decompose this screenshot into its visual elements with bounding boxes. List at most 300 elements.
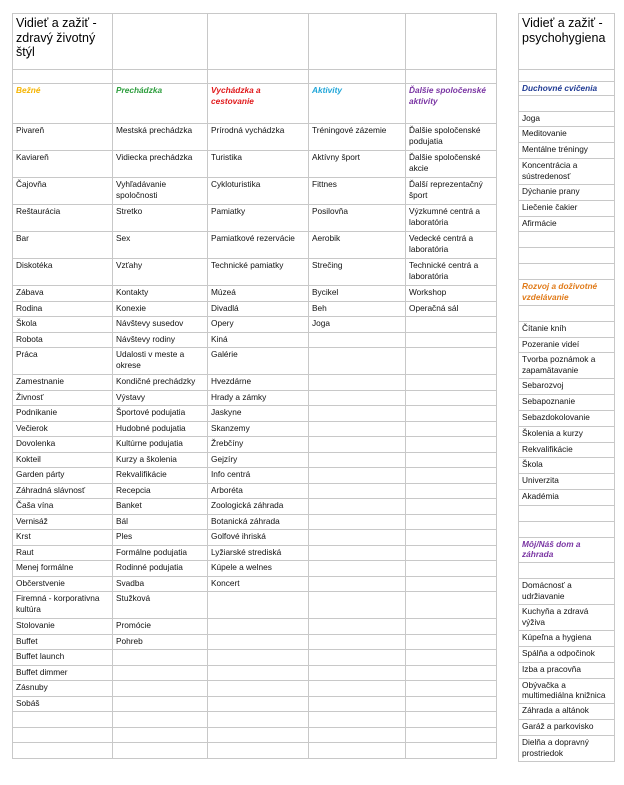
table-cell [406,317,497,333]
table-cell [309,390,406,406]
table-cell [309,483,406,499]
table-cell: Stužková [113,592,208,619]
table-cell: Zásnuby [13,681,113,697]
table-row [519,490,615,506]
table-cell: Dielňa a dopravný prostriedok [519,736,615,762]
table-cell [309,634,406,650]
table-cell: Technické centrá a laboratória [406,259,497,286]
empty-cell [13,70,113,84]
table-row [13,514,497,530]
table-row [519,720,615,736]
table-cell [208,634,309,650]
table-cell: Vzťahy [113,259,208,286]
table-row [13,259,497,286]
table-cell: Ples [113,530,208,546]
table-cell [309,561,406,577]
table-cell: Výstavy [113,390,208,406]
spacer-row [13,70,497,84]
table-cell: Mestská prechádzka [113,124,208,151]
table-cell: Fittnes [309,178,406,205]
table-row [519,353,615,379]
table-row [519,579,615,605]
table-row [13,452,497,468]
table-cell: Stolovanie [13,619,113,635]
table-cell [519,563,615,579]
table-row [13,545,497,561]
table-cell: Ďalší reprezentačný šport [406,178,497,205]
table-row [519,81,615,95]
table-row [519,426,615,442]
section-heading: Duchovné cvičenia [519,81,615,95]
section-heading: Môj/Náš dom a záhrada [519,537,615,563]
table-row [13,375,497,391]
table-cell: Výzkumné centrá a laboratória [406,205,497,232]
table-cell: Info centrá [208,468,309,484]
table-row [519,505,615,521]
table-cell: Golfové ihriská [208,530,309,546]
header-prechadzka: Prechádzka [113,84,208,124]
table-row [13,681,497,697]
table-cell: Čajovňa [13,178,113,205]
table-cell: Kiná [208,332,309,348]
table-cell [113,727,208,743]
table-cell: Beh [309,301,406,317]
table-row [519,70,615,82]
table-cell: Vyhľadávanie spoločnosti [113,178,208,205]
table-cell: Rekvalifikácie [519,442,615,458]
table-cell: Čítanie kníh [519,321,615,337]
table-row [519,563,615,579]
table-cell: Hvezdárne [208,375,309,391]
table-row [519,521,615,537]
table-row [519,232,615,248]
table-cell: Robota [13,332,113,348]
table-row [519,678,615,704]
table-cell [406,437,497,453]
table-cell: Záhradná slávnosť [13,483,113,499]
table-row [519,95,615,111]
table-row [519,379,615,395]
table-row [13,712,497,728]
table-cell: Prírodná vychádzka [208,124,309,151]
title-row [13,14,497,70]
table-cell [309,406,406,422]
table-cell: Sebapoznanie [519,395,615,411]
table-cell [406,348,497,375]
table-row [13,205,497,232]
table-row [13,124,497,151]
table-cell [406,681,497,697]
table-cell [13,712,113,728]
table-cell: Opery [208,317,309,333]
table-row [13,421,497,437]
table-cell: Izba a pracovňa [519,662,615,678]
table-cell: Vidiecka prechádzka [113,151,208,178]
table-cell: Buffet launch [13,650,113,666]
table-cell: Žrebčíny [208,437,309,453]
empty-cell [208,70,309,84]
table-row [519,605,615,631]
table-cell: Koncentrácia a sústredenosť [519,159,615,185]
table-row [13,665,497,681]
table-cell: Operačná sál [406,301,497,317]
table-cell [309,619,406,635]
table-cell: Tréningové zázemie [309,124,406,151]
table-row [519,662,615,678]
table-cell: Recepcia [113,483,208,499]
header-dalsie: Ďalšie spoločenské aktivity [406,84,497,124]
table-row [519,337,615,353]
table-cell: Turistika [208,151,309,178]
table-cell: Formálne podujatia [113,545,208,561]
table-cell [208,619,309,635]
table-cell: Buffet dimmer [13,665,113,681]
table-cell: Zamestnanie [13,375,113,391]
table-row [519,143,615,159]
table-cell: Kaviareň [13,151,113,178]
table-row [13,178,497,205]
table-cell: Afirmácie [519,216,615,232]
table-cell: Pamiatky [208,205,309,232]
table-cell [309,514,406,530]
table-cell [113,743,208,759]
table-row [13,301,497,317]
table-row [519,264,615,280]
table-cell [406,375,497,391]
table-cell: Strečing [309,259,406,286]
empty-cell [113,70,208,84]
table-cell [13,743,113,759]
table-cell: Lyžiarské strediská [208,545,309,561]
table-cell [406,650,497,666]
table-row [13,468,497,484]
table-cell: Aktívny šport [309,151,406,178]
table-cell: Návštevy rodiny [113,332,208,348]
table-cell: Čaša vína [13,499,113,515]
table-cell: Meditovanie [519,127,615,143]
table-cell [309,468,406,484]
table-cell [309,696,406,712]
table-cell: Kokteil [13,452,113,468]
table-cell [406,530,497,546]
table-cell [406,619,497,635]
psychohygiene-table [518,13,615,762]
table-cell: Vernisáž [13,514,113,530]
table-title: Vidieť a zažiť - zdravý životný štýl [13,14,113,70]
table-row [13,232,497,259]
table-cell: Kultúrne podujatia [113,437,208,453]
table-cell: Cykloturistika [208,178,309,205]
table-cell [309,592,406,619]
table-cell [208,665,309,681]
table-cell: Obývačka a multimediálna knižnica [519,678,615,704]
table-cell: Návštevy susedov [113,317,208,333]
table-cell [208,743,309,759]
table-cell: Škola [13,317,113,333]
header-row [13,84,497,124]
table-row [519,248,615,264]
table-cell [309,650,406,666]
table-cell: Podnikanie [13,406,113,422]
table-cell [208,712,309,728]
table-cell: Bycikel [309,286,406,302]
table-row [519,200,615,216]
table-row [13,619,497,635]
table-cell [309,712,406,728]
title-row [519,14,615,70]
table-cell [406,712,497,728]
table-cell: Mentálne tréningy [519,143,615,159]
table-cell: Akadémia [519,490,615,506]
table-cell [519,305,615,321]
table-cell: Sebarozvoj [519,379,615,395]
table-cell [406,743,497,759]
table-cell: Posilovňa [309,205,406,232]
table-row [13,727,497,743]
table-cell: Spálňa a odpočinok [519,646,615,662]
table-cell: Firemná - korporativna kultúra [13,592,113,619]
table-cell [113,696,208,712]
table-row [13,561,497,577]
table-row [13,286,497,302]
table-cell [519,95,615,111]
table-row [13,592,497,619]
table-row [13,530,497,546]
empty-cell [406,70,497,84]
table-cell: Školenia a kurzy [519,426,615,442]
table-cell [208,592,309,619]
table-cell: Občerstvenie [13,576,113,592]
table-cell: Pamiatkové rezervácie [208,232,309,259]
table-cell: Aerobik [309,232,406,259]
empty-cell [406,14,497,70]
table-cell: Domácnosť a udržiavanie [519,579,615,605]
section-heading: Rozvoj a doživotné vzdelávanie [519,279,615,305]
table-row [519,305,615,321]
table-cell: Jaskyne [208,406,309,422]
table-cell: Udalosti v meste a okrese [113,348,208,375]
table-cell: Zoologická záhrada [208,499,309,515]
table-row [519,410,615,426]
table-cell [309,437,406,453]
table-row [519,631,615,647]
table-cell: Vedecké centrá a laboratória [406,232,497,259]
table-cell [519,232,615,248]
table-cell: Zábava [13,286,113,302]
table-cell: Rodina [13,301,113,317]
table-row [519,127,615,143]
table-cell: Diskotéka [13,259,113,286]
table-cell: Pozeranie videí [519,337,615,353]
table-cell [113,650,208,666]
table-cell: Reštaurácia [13,205,113,232]
healthy-lifestyle-table [12,13,497,759]
table-cell: Živnosť [13,390,113,406]
table-cell [309,452,406,468]
table-row [519,646,615,662]
table-row [519,704,615,720]
table-row [519,736,615,762]
table-cell: Promócie [113,619,208,635]
table-cell: Práca [13,348,113,375]
table-cell: Športové podujatia [113,406,208,422]
table-cell: Rodinné podujatia [113,561,208,577]
header-vychadzka: Vychádzka a cestovanie [208,84,309,124]
table-row [13,151,497,178]
table-cell [406,514,497,530]
table-cell [208,696,309,712]
empty-cell [309,14,406,70]
table-cell [406,332,497,348]
table-cell: Pivareň [13,124,113,151]
table-cell: Garáž a parkovisko [519,720,615,736]
table-cell: Múzeá [208,286,309,302]
table-cell [208,681,309,697]
table-cell: Kuchyňa a zdravá výživa [519,605,615,631]
table-cell: Kurzy a školenia [113,452,208,468]
table-row [519,474,615,490]
table-row [13,437,497,453]
table-cell [208,727,309,743]
table-cell [208,650,309,666]
table-row [13,743,497,759]
table-cell: Večierok [13,421,113,437]
table-cell: Banket [113,499,208,515]
table-cell [309,727,406,743]
table-row [13,634,497,650]
table-cell: Raut [13,545,113,561]
table-row [519,395,615,411]
table-cell: Gejzíry [208,452,309,468]
table-row [13,332,497,348]
table-cell: Joga [309,317,406,333]
table-cell [309,681,406,697]
table-cell: Dýchanie prany [519,184,615,200]
table-cell: Hudobné podujatia [113,421,208,437]
table-row [519,111,615,127]
table-row [13,348,497,375]
table-cell [309,421,406,437]
table-cell [406,499,497,515]
table-row [13,483,497,499]
table-cell: Tvorba poznámok a zapamätavanie [519,353,615,379]
table-cell: Ďalšie spoločenské podujatia [406,124,497,151]
healthy-lifestyle-table-body [13,14,497,759]
table-cell: Kúpele a welnes [208,561,309,577]
table-cell: Sex [113,232,208,259]
table-cell [309,545,406,561]
table-cell [406,561,497,577]
table-cell [309,665,406,681]
table-title: Vidieť a zažiť - psychohygiena [519,14,615,70]
table-cell [519,70,615,82]
table-row [519,184,615,200]
table-cell: Menej formálne [13,561,113,577]
table-cell [113,681,208,697]
table-cell: Krst [13,530,113,546]
table-cell: Koncert [208,576,309,592]
table-cell [113,665,208,681]
table-cell: Workshop [406,286,497,302]
table-row [519,216,615,232]
table-cell: Botanická záhrada [208,514,309,530]
table-row [13,650,497,666]
table-cell [13,727,113,743]
table-cell: Garden párty [13,468,113,484]
table-cell [406,696,497,712]
table-cell [406,576,497,592]
table-cell [519,248,615,264]
table-cell: Skanzemy [208,421,309,437]
empty-cell [208,14,309,70]
table-cell [309,743,406,759]
table-row [519,537,615,563]
table-cell [406,634,497,650]
table-row [13,576,497,592]
table-cell [406,406,497,422]
table-cell: Konexie [113,301,208,317]
table-cell: Arboréta [208,483,309,499]
table-cell: Technické pamiatky [208,259,309,286]
table-cell [519,505,615,521]
table-row [13,317,497,333]
table-cell [406,727,497,743]
table-cell [406,545,497,561]
table-cell: Divadlá [208,301,309,317]
table-cell: Škola [519,458,615,474]
table-cell [309,348,406,375]
table-cell: Záhrada a altánok [519,704,615,720]
table-cell [309,375,406,391]
table-cell: Joga [519,111,615,127]
table-cell: Bar [13,232,113,259]
table-row [13,390,497,406]
table-cell [406,452,497,468]
table-cell: Rekvalifikácie [113,468,208,484]
psychohygiene-table-body [519,14,615,762]
table-cell: Buffet [13,634,113,650]
table-cell [406,468,497,484]
table-cell: Sebazdokolovanie [519,410,615,426]
table-cell: Ďalšie spoločenské akcie [406,151,497,178]
table-cell: Stretko [113,205,208,232]
empty-cell [309,70,406,84]
table-cell: Hrady a zámky [208,390,309,406]
table-cell: Dovolenka [13,437,113,453]
table-cell [406,390,497,406]
table-cell: Pohreb [113,634,208,650]
table-cell: Liečenie čakier [519,200,615,216]
table-cell: Sobáš [13,696,113,712]
table-cell: Galérie [208,348,309,375]
empty-cell [113,14,208,70]
table-cell [406,592,497,619]
table-cell [519,521,615,537]
table-cell [519,264,615,280]
table-row [519,442,615,458]
table-cell: Svadba [113,576,208,592]
table-cell [309,499,406,515]
table-cell: Kúpeľna a hygiena [519,631,615,647]
table-cell [406,483,497,499]
table-row [13,696,497,712]
table-cell [406,665,497,681]
table-row [519,279,615,305]
table-row [519,159,615,185]
table-cell [406,421,497,437]
table-row [13,406,497,422]
table-cell: Kondičné prechádzky [113,375,208,391]
